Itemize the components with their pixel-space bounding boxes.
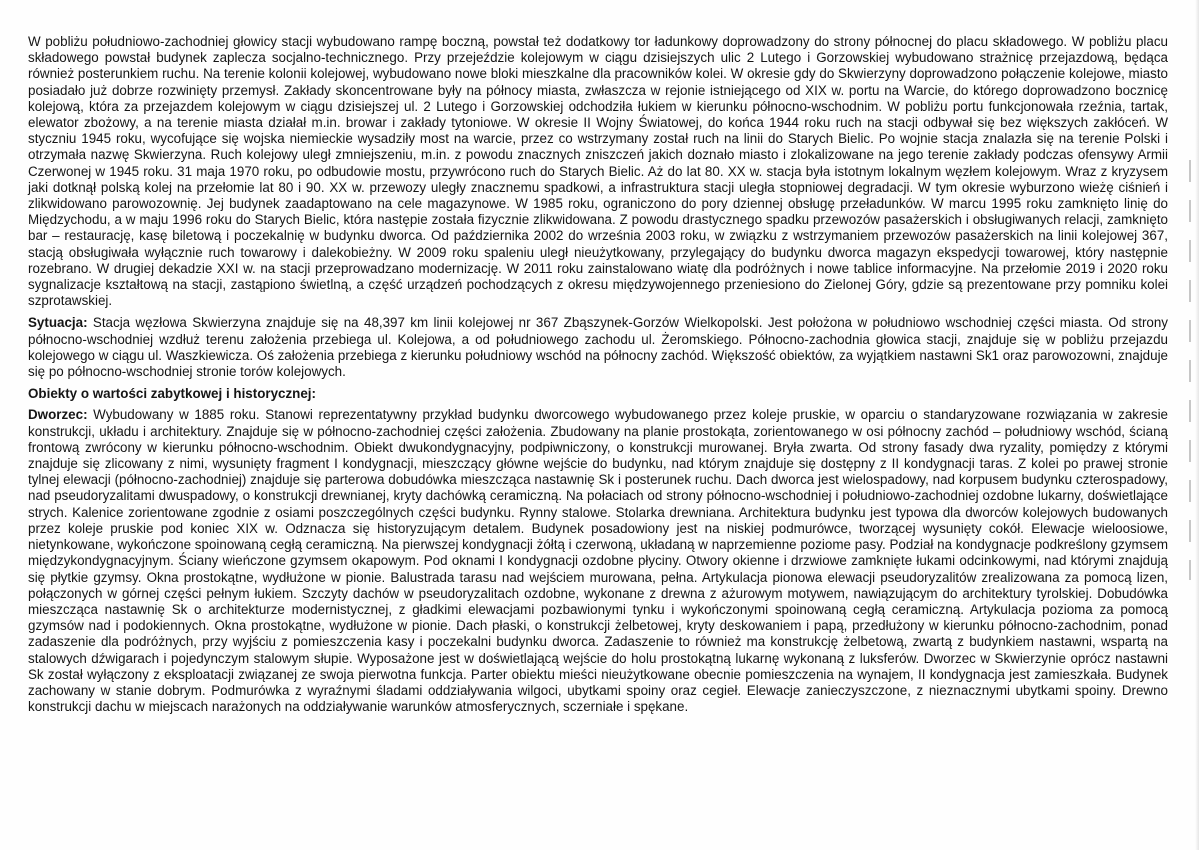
document-body <box>28 34 1168 721</box>
history-paragraph: W pobliżu południowo-zachodniej głowicy stacji wybudowano rampę boczną, powstał też dodatkowy tor ładunkowy doprowadzony do strony północnej do placu składowego. W pobliżu placu składowego powstał budynek zaplecza socjalno-technicznego. Przy przejeździe kolejowym w ciągu dzisiejszych ulic 2 Lutego i Gorzowskiej wybudowano strażnicę przejazdową, będąca również posterunkiem ruchu. Na terenie kolonii kolejowej, wybudowano nowe bloki mieszkalne dla pracowników kolei. W okresie gdy do Skwierzyny doprowadzono połączenie kolejowe, miasto posiadało już dobrze rozwinięty przemysł. Zakłady skoncentrowane były na północy miasta, zwłaszcza w rejonie istniejącego od XIX w. portu na Warcie, do którego doprowadzono bocznicę kolejową, która za przejazdem kolejowym w ciągu dzisiejszej ul. 2 Lutego i Gorzowskiej odchodziła łukiem w kierunku północno-wschodnim. W pobliżu portu funkcjonowała rzeźnia, tartak, elewator zbożowy, a na terenie miasta działał m.in. browar i zakłady tytoniowe. W okresie II Wojny Światowej, do końca 1944 roku ruch na stacji odbywał się bez większych zakłóceń. W styczniu 1945 roku, wycofujące się wojska niemieckie wysadziły most na warcie, przez co wstrzymany został ruch na linii do Starych Bielic. Po wojnie stacja znalazła się na terenie Polski i otrzymała nazwę Skwierzyna. Ruch kolejowy uległ zmniejszeniu, m.in. z powodu znacznych zniszczeń jakich doznało miasto i zlokalizowane na jego terenie zakłady podczas ofensywy Armii Czerwonej w 1945 roku. 31 maja 1970 roku, po odbudowie mostu, przywrócono ruch do Starych Bielic. Aż do lat 80. XX w. stacja była istotnym lokalnym węzłem kolejowym. Wraz z kryzysem jaki dotknął polską kolej na przełomie lat 80 i 90. XX w. przewozy uległy znacznemu spadkowi, a infrastruktura stacji uległa stopniowej degradacji. W tym okresie wyburzono wieżę ciśnień i zlikwidowano parowozownię. Jej budynek zaadaptowano na cele magazynowe. W 1985 roku, ograniczono do pory dziennej obsługę przeładunków. W marcu 1995 roku zamknięto linię do Międzychodu, a w maju 1996 roku do Starych Bielic, która następie została fizycznie zlikwidowana. Z powodu drastycznego spadku przewozów pasażerskich i obsługiwanych relacji, zamknięto bar – restaurację, kasę biletową i poczekalnię w budynku dworca. Od października 2002 do września 2003 roku, w związku z wstrzymaniem przewozów pasażerskich na linii kolejowej 367, stacją obsługiwała wyłącznie ruch towarowy i dalekobieżny. W 2009 roku spaleniu uległ nieużytkowany, przylegający do budynku dworca magazyn ekspedycji towarowej, który następnie rozebrano. W drugiej dekadzie XXI w. na stacji przeprowadzano modernizację. W 2011 roku zainstalowano wiatę dla podróżnych i nowe tablice informacyjne. Na przełomie 2019 i 2020 roku sygnalizacje kształtową na stacji, zastąpiono świetlną, a część urządzeń pochodzących z okresu międzywojennego przeniesiono do Zielonej Góry, gdzie są prezentowane przy pomniku kolei szprotawskiej. <box>28 34 1168 309</box>
scan-edge-shadow <box>1195 0 1199 850</box>
station-text: Wybudowany w 1885 roku. Stanowi reprezentatywny przykład budynku dworcowego wybudowanego przez koleje pruskie, w oparciu o standaryzowane rozwiązania w zakresie konstrukcji, układu i architektury. Znajduje się w północno-zachodniej części założenia. Zbudowany na planie prostokąta, zorientowanego w osi północny zachód – południowy wschód, ścianą frontową zwrócony w kierunku północno-wschodnim. Obiekt dwukondygnacyjny, podpiwniczony, o konstrukcji murowanej. Bryła zwarta. Od strony fasady dwa ryzality, pomiędzy z którymi znajduje się zlicowany z nimi, wysunięty fragment I kondygnacji, mieszczący główne wejście do budynku, nad którym znajduje się dostępny z II kondygnacji taras. Z kolei po prawej stronie tylnej elewacji (północno-zachodniej) znajduje się parterowa dobudówka mieszcząca nastawnię Sk i posterunek ruchu. Dach dworca jest wielospadowy, nad korpusem budynku czterospadowy, nad pseudoryzalitami dwuspadowy, o konstrukcji drewnianej, kryty dachówką ceramiczną. Na połaciach od strony północno-wschodniej i południowo-zachodniej ozdobne lukarny, doświetlające strych. Kalenice zorientowane zgodnie z osiami poszczególnych części budynku. Rynny stalowe. Stolarka drewniana. Architektura budynku jest typowa dla dworców kolejowych budowanych przez koleje pruskie pod koniec XIX w. Odznacza się historyzującym detalem. Budynek posadowiony jest na niskiej podmurówce, tworzącej wysunięty cokół. Elewacje wieloosiowe, nietynkowane, wykończone spoinowaną cegłą ceramiczną. Na pierwszej kondygnacji żółtą i czerwoną, układaną w naprzemienne poziome pasy. Podział na kondygnacje podkreślony gzymsem międzykondygnacyjnym. Ściany wieńczone gzymsem okapowym. Pod oknami I kondygnacji ozdobne płyciny. Otwory okienne i drzwiowe zamknięte łukami odcinkowymi, nad którymi znajdują się płytkie gzymsy. Okna prostokątne, wydłużone w pionie. Balustrada tarasu nad wejściem murowana, pełna. Artykulacja pionowa elewacji pseudoryzalitów zrealizowana za pomocą lizen, połączonych w górnej części pełnym łukiem. Szczyty dachów w pseudoryzalitach ozdobne, wykonane z drewna z ażurowym motywem, nawiązującym do architektury tyrolskiej. Dobudówka mieszcząca nastawnię Sk o architekturze modernistycznej, z gładkimi elewacjami pozbawionymi tynku i wykończonymi spoinowaną cegłą ceramiczną. Artykulacja pozioma za pomocą gzymsów nad i podokiennych. Okna prostokątne, wydłużone w pionie. Dach płaski, o konstrukcji żelbetowej, kryty deskowaniem i papą, przedłużony w kierunku północno-zachodnim, ponad zadaszenie dla podróżnych, przy wyjściu z pomieszczenia kasy i poczekalni budynku dworca. Zadaszenie to również ma konstrukcję żelbetową, zwartą z budynkiem nastawni, wspartą na stalowych dźwigarach i pojedynczym stalowym słupie. Wyposażone jest w doświetlającą wejście do holu prostokątną lukarnę wykonaną z luksferów. Dworzec w Skwierzynie oprócz nastawni Sk został wyłączony z eksploatacji związanej ze swoja pierwotna funkcja. Parter obiektu mieści nieużytkowane obecnie pomieszczenia na wynajem, II kondygnacja jest zamieszkała. Budynek zachowany w stanie dobrym. Podmurówka z wyraźnymi śladami oddziaływania wilgoci, ubytkami spoiny oraz cegieł. Elewacje zanieczyszczone, z nieznacznymi ubytkami spoiny. Drewno konstrukcji dachu w miejscach narażonych na oddziaływanie warunków atmosferycznych, sczerniałe i spękane. <box>28 407 1168 715</box>
scan-artifact-mark <box>1189 160 1191 580</box>
situation-paragraph <box>28 315 1168 380</box>
station-paragraph <box>28 407 1168 715</box>
situation-text: Stacja węzłowa Skwierzyna znajduje się na 48,397 km linii kolejowej nr 367 Zbąszynek-Gorzów Wielkopolski. Jest położona w południowo wschodniej części miasta. Od strony północno-wschodniej wzdłuż terenu założenia przebiega ul. Kolejowa, a od południowego zachodu ul. Żeromskiego. Północno-zachodnia głowica stacji, znajduje się w pobliżu przejazdu kolejowego w ciągu ul. Waszkiewicza. Oś założenia przebiega z kierunku południowy wschód na północny zachód. Większość obiektów, za wyjątkiem nastawni Sk1 oraz parowozowni, znajduje się po północno-wschodniej stronie torów kolejowych. <box>28 315 1168 380</box>
objects-heading: Obiekty o wartości zabytkowej i historycznej: <box>28 386 316 402</box>
station-label: Dworzec: <box>28 407 88 423</box>
situation-label: Sytuacja: <box>28 315 88 331</box>
